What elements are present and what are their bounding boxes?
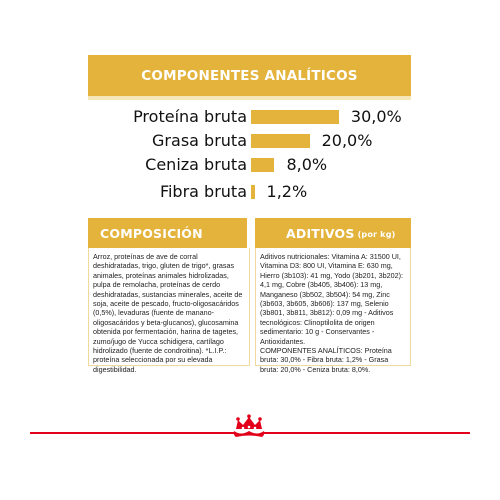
additives-box <box>255 248 411 374</box>
additives-text: Aditivos nutricionales: Vitamina A: 31500 UI, Vitamina D3: 800 UI, Vitamina E: 630 mg, Hierro (3b103): 41 mg, Yodo (3b201, 3b202): 4,1 mg, Cobre (3b405, 3b406): 13 mg, Manganeso (3b502, 3b504): 54 mg, Zinc (3b603, 3b605, 3b606): 137 mg, Selenio (3b801, 3b811, 3b812): 0,09 mg - Aditivos tecnológicos: Clinoptilolita de origen sedimentario: 10 g - Conservantes - Antioxidantes. <box>260 252 404 346</box>
nutrient-row-fat <box>88 129 411 153</box>
analytic-components-header <box>88 55 411 96</box>
additives-header <box>255 218 411 248</box>
nutrient-bar <box>251 158 274 172</box>
additives-title: ADITIVOS <box>286 225 355 241</box>
nutrient-value: 1,2% <box>266 182 308 201</box>
composition-box <box>88 248 250 374</box>
nutrient-row-protein <box>88 105 411 129</box>
nutrient-label: Proteína bruta <box>133 107 247 126</box>
composition-header <box>88 218 247 248</box>
additives-analytic-text: COMPONENTES ANALÍTICOS: Proteína bruta: 30,0% - Fibra bruta: 1,2% - Grasa bruta: 20,0% - Ceniza bruta: 8,0%. <box>260 346 392 374</box>
analytic-components-title: COMPONENTES ANALÍTICOS <box>141 67 358 84</box>
crown-icon <box>229 414 269 440</box>
additives-unit: (por kg) <box>357 229 396 239</box>
nutrient-label: Grasa bruta <box>152 131 247 150</box>
composition-title: COMPOSICIÓN <box>100 225 203 241</box>
nutrient-value: 20,0% <box>321 131 373 150</box>
nutrient-value: 30,0% <box>350 107 402 126</box>
nutrient-bar <box>251 134 310 148</box>
footer-line-right <box>264 432 470 434</box>
nutrient-bar <box>251 110 339 124</box>
nutrient-label: Ceniza bruta <box>145 155 247 174</box>
nutrient-row-fibre <box>88 180 411 204</box>
nutrient-label: Fibra bruta <box>159 182 247 201</box>
nutrient-bar <box>251 185 255 199</box>
footer-line-left <box>30 432 234 434</box>
nutrient-value: 8,0% <box>286 155 328 174</box>
composition-text: Arroz, proteínas de ave de corral deshidratadas, trigo, gluten de trigo*, grasas animales, proteínas animales hidrolizadas, pulpa de remolacha, proteínas de cerdo deshidratadas, sustancias minerales, aceite de soja, aceite de pescado, fructo-oligosacáridos (0,5%), levaduras (fuente de manano-oligosacáridos y beta-glucanos), glucosamina obtenida por fermentación, harina de tagetes, zumo/jugo de Yucca schidigera, cartílago hidrolizado (fuente de condroitina). *L.I.P.: proteína seleccionada por su elevada digestibilidad. <box>93 252 243 374</box>
header-underline-band <box>88 96 411 100</box>
nutrient-row-ash <box>88 153 411 177</box>
